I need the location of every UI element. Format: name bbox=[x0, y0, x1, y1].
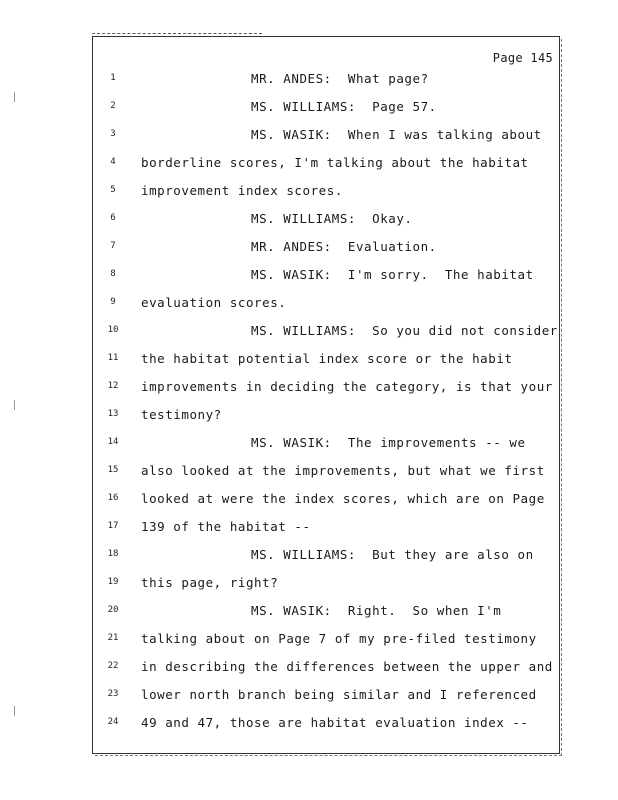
line-number: 23 bbox=[107, 689, 119, 699]
line-number: 7 bbox=[110, 241, 116, 251]
line-number: 8 bbox=[110, 269, 116, 279]
transcript-line: MS. WASIK: When I was talking about bbox=[251, 127, 542, 142]
transcript-line: lower north branch being similar and I referenced bbox=[141, 687, 537, 702]
transcript-line: improvements in deciding the category, is that your bbox=[141, 379, 553, 394]
transcript-line: the habitat potential index score or the habit bbox=[141, 351, 513, 366]
line-number: 10 bbox=[107, 325, 119, 335]
line-number: 17 bbox=[107, 521, 119, 531]
transcript-line: MS. WASIK: The improvements -- we bbox=[251, 435, 526, 450]
line-number: 13 bbox=[107, 409, 119, 419]
transcript-line: improvement index scores. bbox=[141, 183, 343, 198]
transcript-line: MR. ANDES: What page? bbox=[251, 71, 429, 86]
transcript-line: talking about on Page 7 of my pre-filed testimony bbox=[141, 631, 537, 646]
transcript-line: 49 and 47, those are habitat evaluation index -- bbox=[141, 715, 529, 730]
line-number: 24 bbox=[107, 717, 119, 727]
line-number: 1 bbox=[110, 73, 116, 83]
line-number: 22 bbox=[107, 661, 119, 671]
margin-mark bbox=[14, 400, 17, 410]
line-number: 12 bbox=[107, 381, 119, 391]
transcript-line: also looked at the improvements, but what we first bbox=[141, 463, 545, 478]
transcript-line: borderline scores, I'm talking about the habitat bbox=[141, 155, 529, 170]
transcript-line: looked at were the index scores, which are on Page bbox=[141, 491, 545, 506]
line-number: 11 bbox=[107, 353, 119, 363]
transcript-line: MS. WILLIAMS: But they are also on bbox=[251, 547, 534, 562]
transcript-line: evaluation scores. bbox=[141, 295, 287, 310]
transcript-line: MS. WILLIAMS: Okay. bbox=[251, 211, 413, 226]
transcript-line: MS. WASIK: Right. So when I'm bbox=[251, 603, 502, 618]
page-number: Page 145 bbox=[492, 51, 553, 65]
line-number: 6 bbox=[110, 213, 116, 223]
line-number: 5 bbox=[110, 185, 116, 195]
line-number: 20 bbox=[107, 605, 119, 615]
line-number: 9 bbox=[110, 297, 116, 307]
line-number: 21 bbox=[107, 633, 119, 643]
line-number: 14 bbox=[107, 437, 119, 447]
transcript-line: in describing the differences between the upper and bbox=[141, 659, 553, 674]
transcript-line: 139 of the habitat -- bbox=[141, 519, 311, 534]
line-number: 4 bbox=[110, 157, 116, 167]
line-number: 19 bbox=[107, 577, 119, 587]
transcript-line: MS. WASIK: I'm sorry. The habitat bbox=[251, 267, 534, 282]
margin-mark bbox=[14, 706, 17, 716]
transcript-line: MS. WILLIAMS: So you did not consider bbox=[251, 323, 558, 338]
transcript-line: MR. ANDES: Evaluation. bbox=[251, 239, 437, 254]
line-number: 2 bbox=[110, 101, 116, 111]
line-number: 3 bbox=[110, 129, 116, 139]
transcript-line: this page, right? bbox=[141, 575, 279, 590]
margin-mark bbox=[14, 92, 17, 102]
transcript-page bbox=[92, 36, 560, 754]
transcript-line: MS. WILLIAMS: Page 57. bbox=[251, 99, 437, 114]
line-number: 16 bbox=[107, 493, 119, 503]
transcript-line: testimony? bbox=[141, 407, 222, 422]
line-number: 15 bbox=[107, 465, 119, 475]
line-number: 18 bbox=[107, 549, 119, 559]
